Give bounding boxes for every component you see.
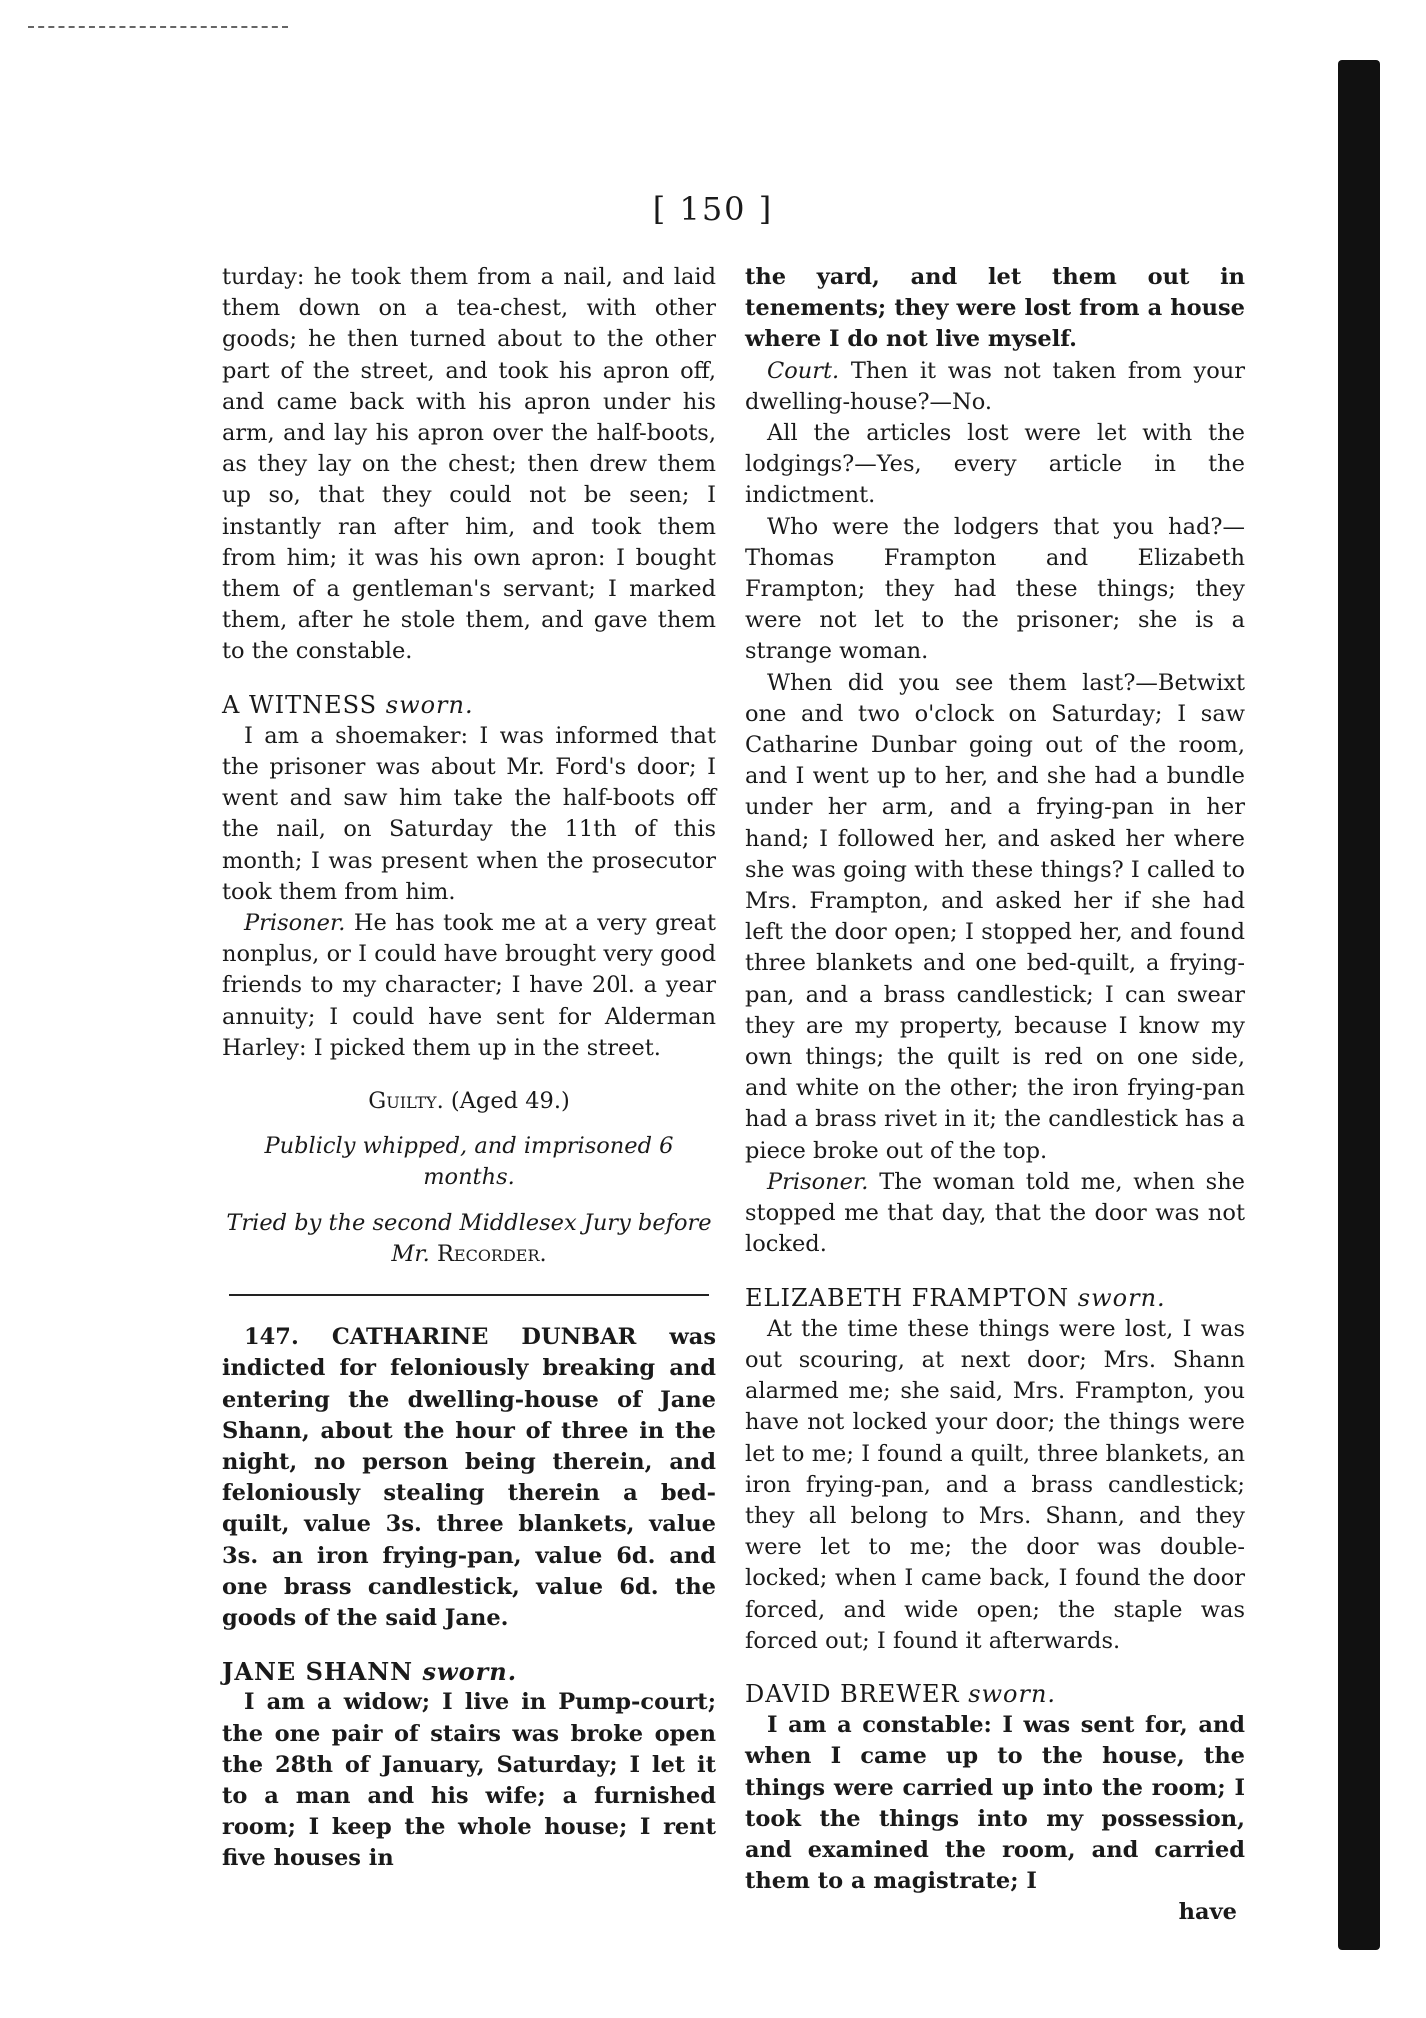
right-column bbox=[745, 262, 1245, 1929]
witness-name: JANE SHANN bbox=[222, 1657, 414, 1687]
court-statement bbox=[745, 356, 1245, 418]
witness-name: ELIZABETH FRAMPTON bbox=[745, 1283, 1070, 1312]
prisoner-statement bbox=[745, 1167, 1245, 1261]
recorder-label: Recorder. bbox=[436, 1240, 547, 1267]
paragraph: turday: he took them from a nail, and laid them down on a tea-chest, with other goods; he then turned about to the other part of the street, and took his apron off, and came back with his apron under his arm, and lay his apron over the half-boots, as they lay on the chest; then drew them up so, that they could not be seen; I instantly ran after him, and took them from him; it was his own apron: I bought them of a gentleman's servant; I marked them, after he stole them, and gave them to the constable. bbox=[222, 264, 716, 665]
statement-text: He has took me at a very great nonplus, or I could have brought very good friends to my character; I have 20l. a year annuity; I could have sent for Alderman Harley: I picked them up in the street. bbox=[222, 910, 716, 1061]
paragraph: I am a constable: I was sent for, and when I came up to the house, the things were carried up into the room; I took the things into my possession, and examined the room, and carried them to a magistrate; I bbox=[745, 1712, 1245, 1895]
case-text: was indicted for feloniously breaking and entering the dwelling-house of Jane Shann, about the hour of three in the night, no person being therein, and feloniously stealing therein a bed-quilt, value 3s. three blankets, value 3s. an iron frying-pan, value 6d. and one brass candlestick, value 6d. the goods of the said Jane. bbox=[222, 1324, 716, 1631]
paragraph: When did you see them last?—Betwixt one and two o'clock on Saturday; I saw Catharine Dunbar going out of the room, and I went up to her, and she had a bundle under her arm, and a frying-pan in her hand; I followed her, and asked her where she was going with these things? I called to Mrs. Frampton, and asked her if she had left the door open; I stopped her, and found three blankets and one bed-quilt, a frying-pan, and a brass candlestick; I can swear they are my property, because I know my own things; the quilt is red on one side, and white on the other; the iron frying-pan had a brass rivet in it; the candlestick has a piece broke out of the top. bbox=[745, 669, 1245, 1164]
prisoner-statement bbox=[222, 908, 716, 1064]
paragraph: I am a shoemaker: I was informed that the prisoner was about Mr. Ford's door; I went and saw him take the half-boots off the nail, on Saturday the 11th of this month; I was present when the prosecutor took them from him. bbox=[222, 722, 716, 905]
sworn-label: sworn. bbox=[1077, 1283, 1166, 1312]
paragraph: I am a widow; I live in Pump-court; the one pair of stairs was broke open the 28th of January, Saturday; I let it to a man and his wife; a furnished room; I keep the whole house; I rent five houses in bbox=[222, 1689, 716, 1872]
tried-line-2 bbox=[222, 1239, 716, 1270]
verdict-line bbox=[222, 1086, 716, 1117]
paragraph: Who were the lodgers that you had?—Thomas Frampton and Elizabeth Frampton; they had these things; they were not let to the prisoner; she is a strange woman. bbox=[745, 513, 1245, 665]
witness-name: DAVID BREWER bbox=[745, 1679, 960, 1708]
catchword: have bbox=[1178, 1899, 1237, 1926]
top-edge-mark bbox=[28, 26, 288, 28]
mr-label: Mr. bbox=[391, 1240, 430, 1267]
case-intro: 147. CATHARINE DUNBAR bbox=[244, 1324, 637, 1351]
witness-heading bbox=[222, 690, 716, 721]
section-divider bbox=[229, 1294, 709, 1296]
shann-heading bbox=[222, 1656, 716, 1687]
frampton-heading bbox=[745, 1283, 1245, 1314]
tried-line: Tried by the second Middlesex Jury before bbox=[226, 1209, 712, 1236]
paragraph: At the time these things were lost, I was out scouring, at next door; Mrs. Shann alarmed me; she said, Mrs. Frampton, you have not locked your door; the things were let to me; I found a quilt, three blankets, an iron frying-pan, and a brass candlestick; they all belong to Mrs. Shann, and they were let to me; the door was double-locked; when I came back, I found the door forced, and wide open; the staple was forced out; I found it afterwards. bbox=[745, 1315, 1245, 1654]
sworn-label: sworn. bbox=[968, 1679, 1057, 1708]
binding-edge-shadow bbox=[1338, 60, 1380, 1950]
sentence: Publicly whipped, and imprisoned 6 months. bbox=[264, 1133, 674, 1191]
sworn-label: sworn. bbox=[422, 1657, 518, 1687]
sworn-label: sworn. bbox=[385, 690, 474, 719]
age: (Aged 49.) bbox=[450, 1088, 570, 1115]
left-column bbox=[222, 262, 716, 1875]
speaker-label: Court. bbox=[767, 357, 840, 384]
brewer-heading bbox=[745, 1679, 1245, 1710]
case-paragraph bbox=[222, 1322, 716, 1634]
verdict: Guilty. bbox=[368, 1088, 444, 1115]
statement-text: Then it was not taken from your dwelling-house?—No. bbox=[745, 357, 1245, 415]
speaker-label: Prisoner. bbox=[767, 1168, 869, 1195]
paragraph: the yard, and let them out in tenements; they were lost from a house where I do not live myself. bbox=[745, 264, 1245, 353]
page-number: [ 150 ] bbox=[652, 190, 774, 228]
statement-text: The woman told me, when she stopped me that day, that the door was not locked. bbox=[745, 1168, 1245, 1258]
paragraph: All the articles lost were let with the lodgings?—Yes, every article in the indictment. bbox=[745, 420, 1245, 509]
witness-name: A WITNESS bbox=[222, 690, 378, 719]
speaker-label: Prisoner. bbox=[244, 910, 346, 937]
